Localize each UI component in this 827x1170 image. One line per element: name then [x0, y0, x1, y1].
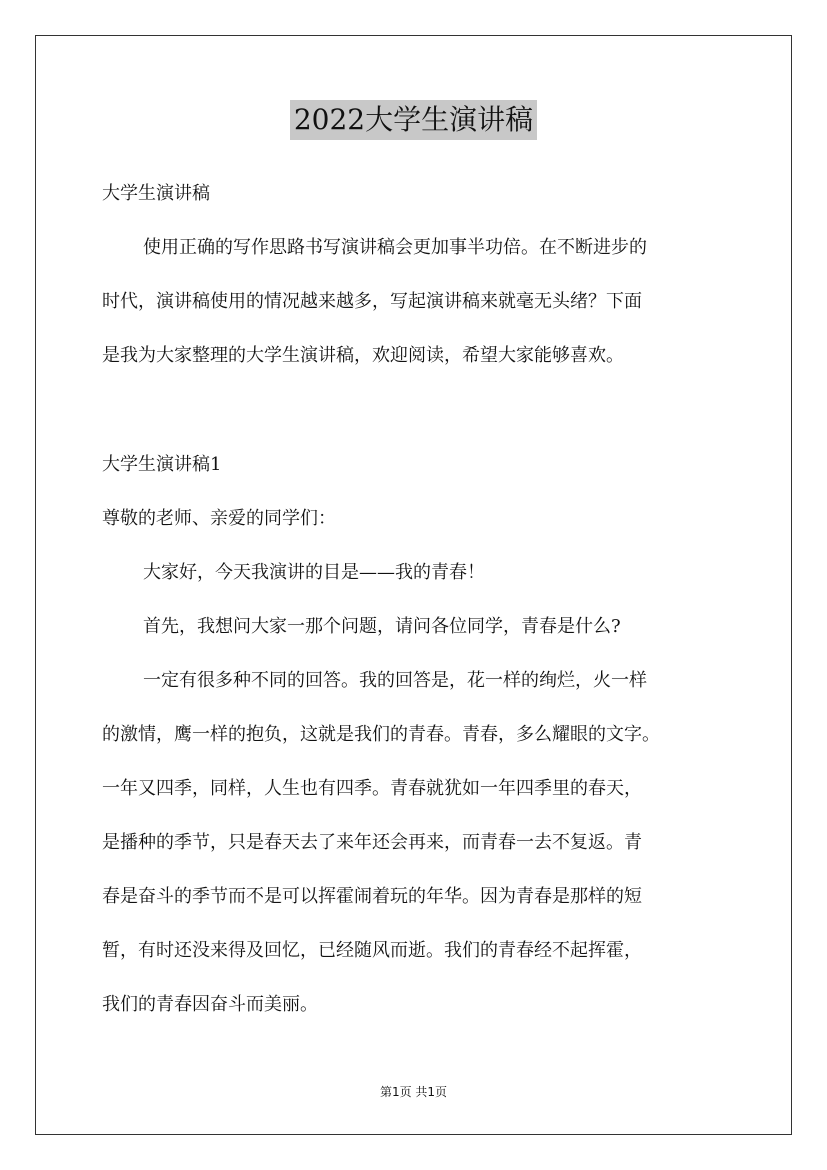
salutation-line: 尊敬的老师、亲爱的同学们： [102, 508, 336, 529]
section-heading: 大学生演讲稿1 [102, 454, 222, 475]
document-title: 2022大学生演讲稿 [290, 100, 537, 140]
body-line-6: 暂，有时还没来得及回忆，已经随风而逝。我们的青春经不起挥霍， [102, 940, 642, 961]
body-line-7: 我们的青春因奋斗而美丽。 [102, 994, 318, 1015]
intro-line-2: 时代，演讲稿使用的情况越来越多，写起演讲稿来就毫无头绪？下面 [102, 291, 642, 312]
greeting-line: 大家好，今天我演讲的目是——我的青春！ [143, 562, 485, 583]
body-line-4: 是播种的季节，只是春天去了来年还会再来，而青春一去不复返。青 [102, 832, 642, 853]
page-footer: 第1页 共1页 [379, 1085, 448, 1099]
subtitle-line: 大学生演讲稿 [102, 183, 210, 204]
intro-line-1: 使用正确的写作思路书写演讲稿会更加事半功倍。在不断进步的 [143, 237, 647, 258]
title-container [0, 100, 827, 140]
body-line-3: 一年又四季，同样，人生也有四季。青春就犹如一年四季里的春天， [102, 778, 642, 799]
body-line-2: 的激情，鹰一样的抱负，这就是我们的青春。青春，多么耀眼的文字。 [102, 724, 660, 745]
question-line: 首先，我想问大家一那个问题，请问各位同学，青春是什么? [143, 616, 621, 637]
body-line-5: 春是奋斗的季节而不是可以挥霍闹着玩的年华。因为青春是那样的短 [102, 886, 642, 907]
intro-line-3: 是我为大家整理的大学生演讲稿，欢迎阅读，希望大家能够喜欢。 [102, 345, 624, 366]
body-line-1: 一定有很多种不同的回答。我的回答是，花一样的绚烂，火一样 [143, 670, 647, 691]
